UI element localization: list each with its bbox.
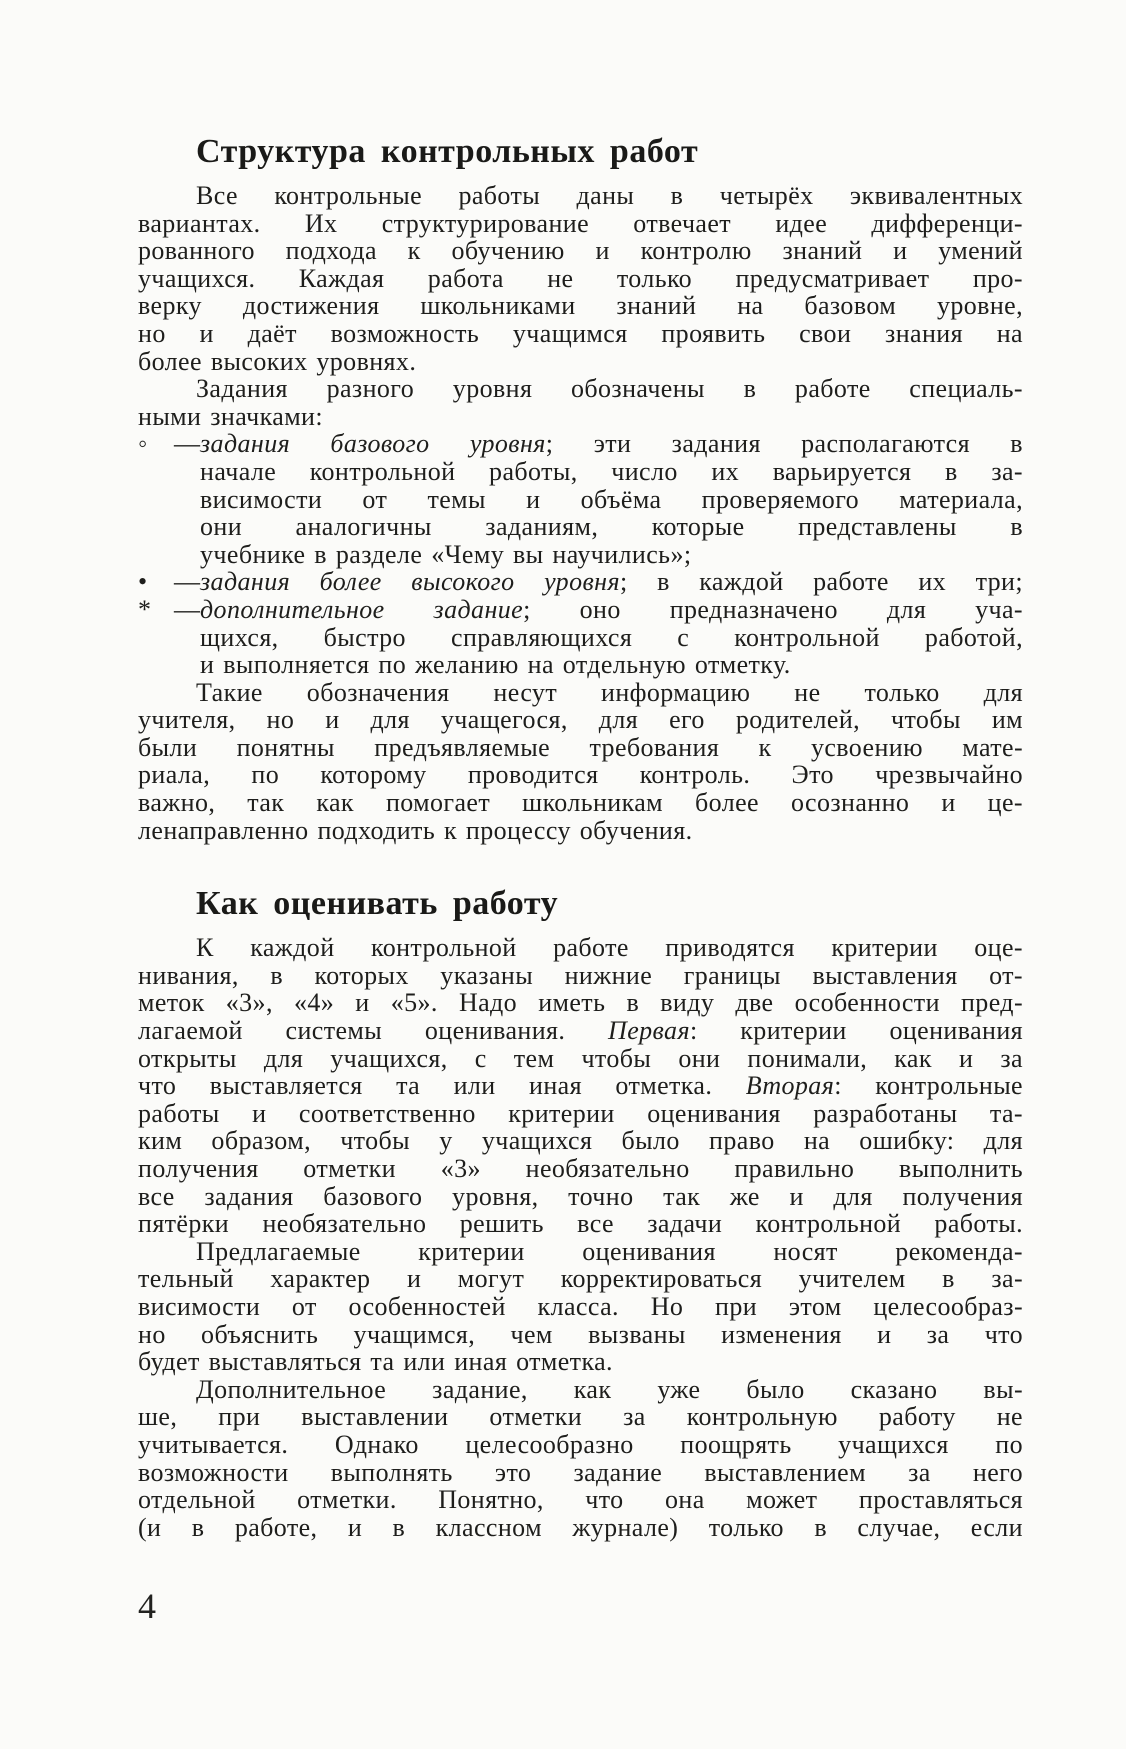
text-segment: учащихся. Каждая работа не только предусматривает про- (138, 263, 1023, 293)
text-line (200, 513, 1023, 541)
text-segment: отдельной отметки. Понятно, что она может проставляться (138, 1485, 1023, 1515)
text-segment: Предлагаемые критерии оценивания носят рекоменда- (196, 1236, 1023, 1266)
text-segment: Задания разного уровня обозначены в работе специаль- (196, 374, 1023, 404)
section-heading: Структура контрольных работ (196, 133, 699, 170)
text-segment: они аналогичны заданиям, которые представлены в (200, 512, 1023, 542)
text-line (138, 962, 1023, 990)
text-segment: тельный характер и могут корректироваться учителем в за- (138, 1264, 1023, 1294)
text-line (138, 1376, 1023, 1404)
text-segment: висимости от темы и объёма проверяемого материала, (200, 484, 1023, 514)
text-segment: вариантах. Их структурирование отвечает идее дифференци- (138, 208, 1023, 238)
text-segment: ленаправленно подходить к процессу обучения. (138, 815, 693, 845)
list-marker-icon: • — (138, 567, 200, 597)
text-segment: Такие обозначения несут информацию не только для (196, 677, 1023, 707)
text-line (200, 624, 1023, 652)
text-line (138, 375, 1023, 403)
text-segment: ными значками: (138, 401, 323, 431)
paragraph (138, 679, 1023, 845)
text-segment: ше, при выставлении отметки за контрольную работу не (138, 1402, 1023, 1432)
text-line (138, 210, 1023, 238)
list-item (138, 429, 1023, 569)
text-segment: учебнике в разделе «Чему вы научились»; (200, 539, 692, 569)
text-line (138, 1403, 1023, 1431)
text-line (138, 1238, 1023, 1266)
text-line (138, 1127, 1023, 1155)
text-segment: но и даёт возможность учащимся проявить свои знания на (138, 318, 1023, 348)
text-segment: : контрольные (834, 1071, 1023, 1101)
text-line (138, 1072, 1023, 1100)
paragraph (138, 1376, 1023, 1542)
text-line (200, 651, 1023, 679)
text-segment: риала, по которому проводится контроль. Это чрезвычайно (138, 760, 1023, 790)
text-segment: щихся, быстро справляющихся с контрольной работой, (200, 622, 1023, 652)
text-segment: учителя, но и для учащегося, для его родителей, чтобы им (138, 705, 1023, 735)
text-line (138, 1459, 1023, 1487)
text-segment: верку достижения школьниками знаний на базовом уровне, (138, 291, 1023, 321)
italic-text: задания базового уровня (200, 429, 546, 459)
text-line (138, 1017, 1023, 1045)
paragraph (138, 934, 1023, 1238)
text-line (138, 706, 1023, 734)
text-segment: ; оно предназначено для уча- (523, 594, 1023, 624)
paragraph (138, 375, 1023, 430)
text-line (138, 403, 1023, 431)
text-line (138, 292, 1023, 320)
text-line (138, 1265, 1023, 1293)
list-marker-icon: ◦ — (138, 429, 200, 459)
text-segment: начале контрольной работы, число их варьируется в за- (200, 456, 1023, 486)
text-line (138, 1100, 1023, 1128)
text-line (138, 1514, 1023, 1542)
text-line (138, 320, 1023, 348)
text-segment: (и в работе, и в классном журнале) только в случае, если (138, 1512, 1023, 1542)
text-segment: более высоких уровнях. (138, 346, 417, 376)
section-heading: Как оценивать работу (196, 885, 559, 923)
text-line (138, 265, 1023, 293)
text-line (138, 1183, 1023, 1211)
text-line (138, 817, 1023, 845)
text-segment: возможности выполнять это задание выставлением за него (138, 1457, 1023, 1487)
text-line (138, 237, 1023, 265)
text-segment: К каждой контрольной работе приводятся критерии оце- (196, 933, 1023, 963)
text-line (138, 761, 1023, 789)
text-line (138, 567, 1023, 597)
list-item (138, 594, 1023, 680)
text-segment: но объяснить учащимся, чем вызваны изменения и за что (138, 1319, 1023, 1349)
text-segment: учитывается. Однако целесообразно поощрять учащихся по (138, 1429, 1023, 1459)
text-line (138, 594, 1023, 624)
text-line (138, 1045, 1023, 1073)
text-segment: были понятны предъявляемые требования к усвоению мате- (138, 732, 1023, 762)
text-line (138, 429, 1023, 459)
text-segment: получения отметки «3» необязательно правильно выполнить (138, 1154, 1023, 1183)
text-segment: ким образом, чтобы у учащихся было право на ошибку: для (138, 1126, 1023, 1156)
text-segment: меток «3», «4» и «5». Надо иметь в виду две особенности пред- (138, 988, 1023, 1018)
text-segment: Дополнительное задание, как уже было сказано вы- (196, 1374, 1023, 1404)
italic-text: Первая (608, 1016, 690, 1046)
text-line (138, 679, 1023, 707)
text-segment: и выполняется по желанию на отдельную отметку. (200, 650, 791, 680)
text-column (138, 132, 1023, 1541)
text-segment: пятёрки необязательно решить все задачи контрольной работы. (138, 1209, 1023, 1239)
text-segment: рованного подхода к обучению и контролю знаний и умений (138, 236, 1023, 266)
text-line (138, 989, 1023, 1017)
text-line (138, 348, 1023, 376)
text-line (138, 1486, 1023, 1514)
text-segment: важно, так как помогает школьникам более осознанно и це- (138, 788, 1023, 818)
text-line (200, 458, 1023, 486)
text-line (138, 1348, 1023, 1376)
text-line (200, 541, 1023, 569)
text-segment: лагаемой системы оценивания. (138, 1016, 609, 1046)
paragraph (138, 182, 1023, 375)
text-segment: что выставляется та или иная отметка. (138, 1071, 746, 1101)
list-item (138, 567, 1023, 597)
text-segment: ; в каждой работе их три; (619, 567, 1023, 597)
paragraph (138, 1238, 1023, 1376)
text-line (138, 734, 1023, 762)
text-line (138, 1431, 1023, 1459)
text-segment: висимости от особенностей класса. Но при этом целесообраз- (138, 1291, 1023, 1321)
list-marker-icon: * — (138, 594, 200, 624)
text-line (138, 789, 1023, 817)
text-segment: открыты для учащихся, с тем чтобы они понимали, как и за (138, 1043, 1023, 1073)
text-segment: нивания, в которых указаны нижние границы выставления от- (138, 960, 1023, 990)
text-line (138, 934, 1023, 962)
italic-text: задания более высокого уровня (200, 567, 620, 597)
italic-text: дополнительное задание (200, 594, 524, 624)
italic-text: Вторая (745, 1071, 835, 1101)
page-number: 4 (138, 1586, 156, 1626)
text-line (138, 1293, 1023, 1321)
text-line (138, 1321, 1023, 1349)
text-segment: все задания базового уровня, точно так же и для получения (138, 1181, 1023, 1211)
text-segment: ; эти задания располагаются в (545, 429, 1023, 459)
text-segment: Все контрольные работы даны в четырёх эквивалентных (196, 181, 1023, 210)
text-line (200, 486, 1023, 514)
text-segment: : критерии оценивания (689, 1016, 1023, 1046)
text-segment: работы и соответственно критерии оценивания разработаны та- (138, 1098, 1023, 1128)
text-line (138, 182, 1023, 210)
text-line (138, 1155, 1023, 1183)
text-segment: будет выставляться та или иная отметка. (138, 1347, 613, 1377)
text-line (138, 1210, 1023, 1238)
